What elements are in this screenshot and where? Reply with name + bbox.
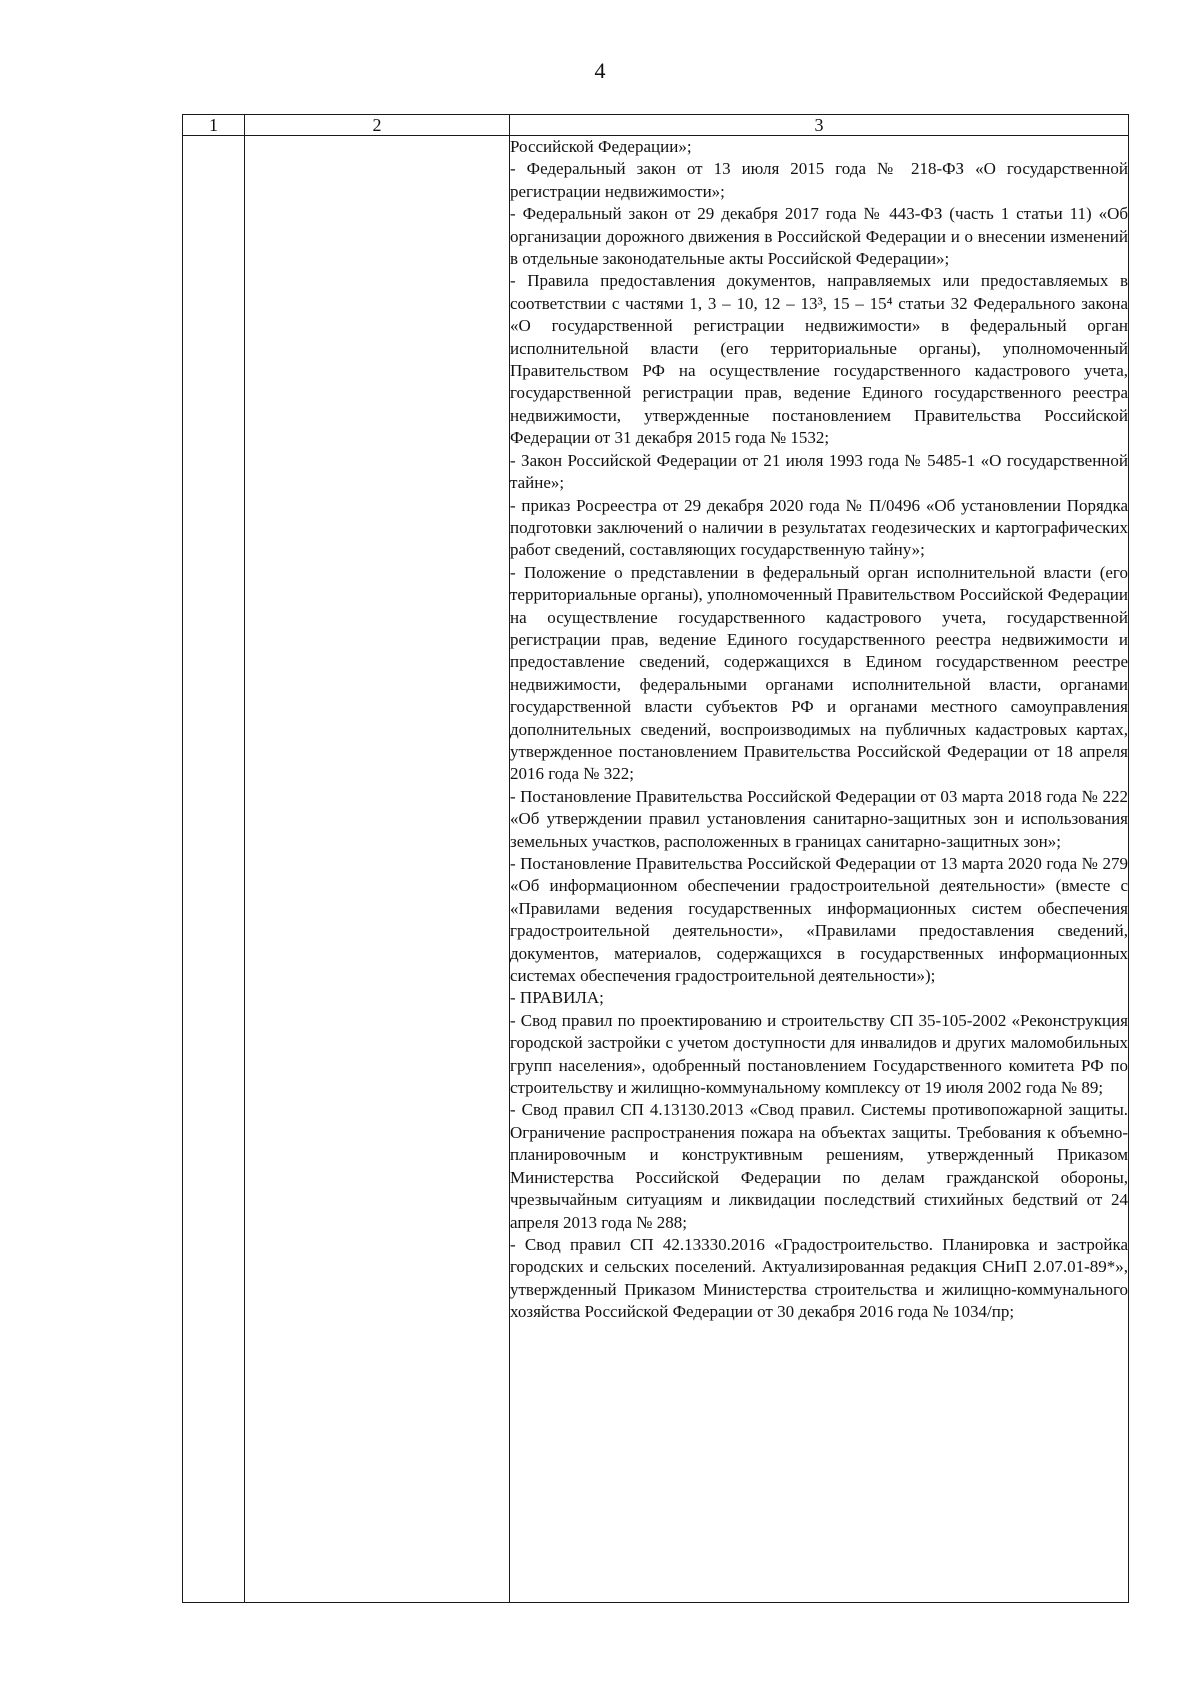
page-number: 4 xyxy=(594,58,606,83)
column-header-1: 1 xyxy=(183,115,245,136)
law-item: - Федеральный закон от 13 июля 2015 года № 218-ФЗ «О государственной регистрации недвижимости»; xyxy=(510,159,1128,201)
law-item: - Постановление Правительства Российской Федерации от 03 марта 2018 года № 222 «Об утверждении правил установления санитарно-защитных зон и использования земельных участков, расположенных в границах санитарно-защитных зон»; xyxy=(510,786,1128,851)
cell-col-1 xyxy=(183,136,245,1603)
cell-col-2 xyxy=(245,136,510,1603)
law-item: - Положение о представлении в федеральный орган исполнительной власти (его территориальные органы), уполномоченный Правительством Российской Федерации на осуществление государственного кадастрового учета, государственной регистрации прав, ведение Единого государственного реестра недвижимости и предоставление сведений, содержащихся в Едином государственном реестре недвижимости, федеральными органами исполнительной власти, органами государственной власти субъектов РФ и органами местного самоуправления дополнительных сведений, воспроизводимых на публичных кадастровых картах, утвержденное постановлением Правительства Российской Федерации от 18 апреля 2016 года № 322; xyxy=(510,562,1128,784)
law-item: Российской Федерации»; xyxy=(510,137,692,156)
law-item: - Федеральный закон от 29 декабря 2017 года № 443-ФЗ (часть 1 статьи 11) «Об организации дорожного движения в Российской Федерации и о внесении изменений в отдельные законодательные акты Российской Федерации»; xyxy=(510,204,1128,269)
table-header-row xyxy=(183,115,1129,136)
column-header-3: 3 xyxy=(510,115,1129,136)
law-item: - Свод правил СП 42.13330.2016 «Градостроительство. Планировка и застройка городских и сельских поселений. Актуализированная редакция СНиП 2.07.01-89*», утвержденный Приказом Министерства строительства и жилищно-коммунального хозяйства Российской Федерации от 30 декабря 2016 года № 1034/пр; xyxy=(510,1234,1128,1322)
column-header-2: 2 xyxy=(245,115,510,136)
law-item: - ПРАВИЛА; xyxy=(510,988,604,1008)
law-item: - Свод правил СП 4.13130.2013 «Свод правил. Системы противопожарной защиты. Ограничение распространения пожара на объектах защиты. Требования к объемно-планировочным и конструктивным решениям, утвержденный Приказом Министерства Российской Федерации по делам гражданской обороны, чрезвычайным ситуациям и ликвидации последствий стихийных бедствий от 24 апреля 2013 года № 288; xyxy=(510,1100,1128,1232)
table-row xyxy=(183,136,1129,1603)
law-item: - приказ Росреестра от 29 декабря 2020 года № П/0496 «Об установлении Порядка подготовки заключений о наличии в результатах геодезических и картографических работ сведений, составляющих государственную тайну»; xyxy=(510,495,1128,560)
law-item: - Постановление Правительства Российской Федерации от 13 марта 2020 года № 279 «Об информационном обеспечении градостроительной деятельности» (вместе с «Правилами ведения государственных информационных систем обеспечения градостроительной деятельности», «Правилами предоставления сведений, документов, материалов, содержащихся в государственных информационных системах обеспечения градостроительной деятельности»); xyxy=(510,854,1128,986)
law-item: - Свод правил по проектированию и строительству СП 35-105-2002 «Реконструкция городской застройки с учетом доступности для инвалидов и других маломобильных групп населения», одобренный постановлением Государственного комитета РФ по строительству и жилищно-коммунальному комплексу от 19 июля 2002 года № 89; xyxy=(510,1010,1128,1098)
cell-col-3 xyxy=(510,136,1129,1603)
law-item: - Закон Российской Федерации от 21 июля 1993 года № 5485-1 «О государственной тайне»; xyxy=(510,450,1128,493)
document-table xyxy=(182,114,1129,1603)
law-item: - Правила предоставления документов, направляемых или предоставляемых в соответствии с частями 1, 3 – 10, 12 – 13³, 15 – 15⁴ статьи 32 Федерального закона «О государственной регистрации недвижимости» в федеральный орган исполнительной власти (его территориальные органы), уполномоченный Правительством РФ на осуществление государственного кадастрового учета, государственной регистрации прав, ведение Единого государственного реестра недвижимости, утвержденные постановлением Правительства Российской Федерации от 31 декабря 2015 года № 1532; xyxy=(510,271,1128,448)
